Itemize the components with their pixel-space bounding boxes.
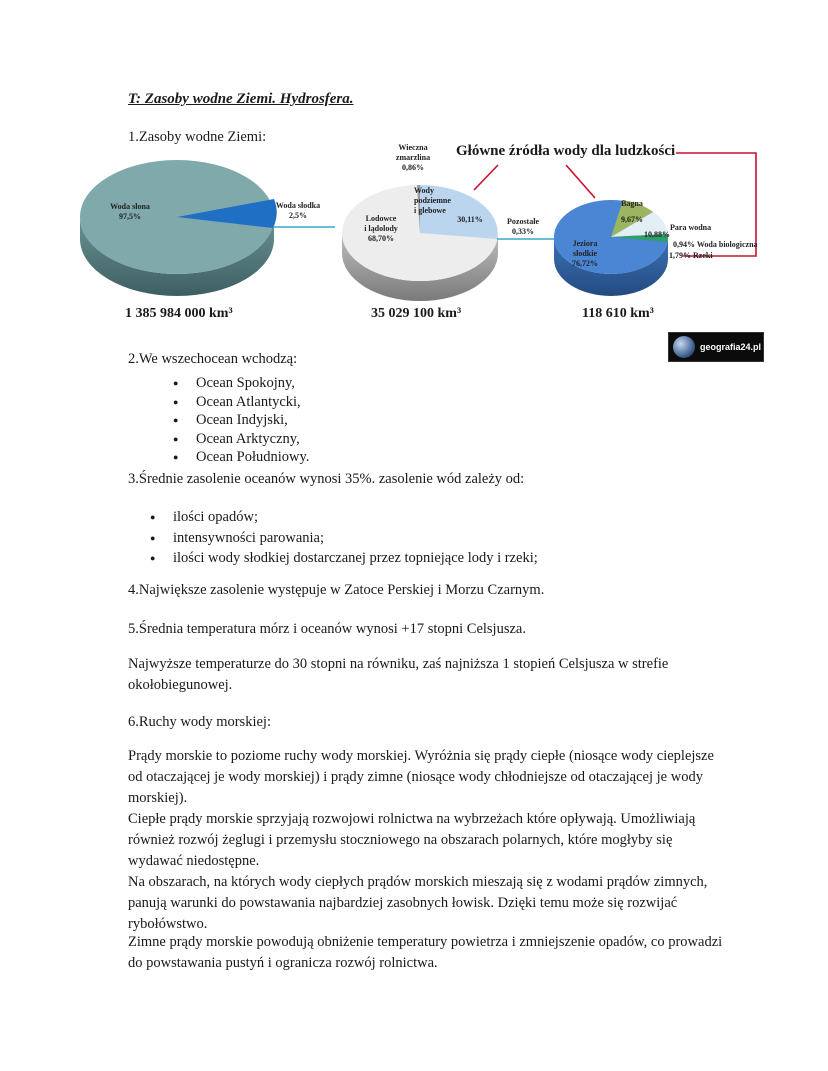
label-fresh-water: Woda słodka 2,5% — [275, 201, 321, 220]
section-4-text: 4.Największe zasolenie występuje w Zatoce Perskiej i Morzu Czarnym. — [128, 582, 545, 598]
volume-freshwater: 35 029 100 km³ — [371, 306, 462, 321]
paragraph: Na obszarach, na których wody ciepłych prądów morskich mieszają się z wodami prądów zimnych, panują warunki do powstawania najbardziej zasobnych łowisk. Dzięki temu może się rozwijać rybołówstwo. — [128, 874, 708, 932]
volume-other: 118 610 km³ — [582, 306, 654, 321]
label-water-vapor-value: 10,88% — [644, 230, 670, 239]
source-badge[interactable] — [668, 332, 764, 362]
list-item: ● Ocean Indyjski, — [173, 411, 309, 430]
label-rivers: 1,79% Rzeki — [669, 251, 713, 260]
label-swamps-value: 9,67% — [621, 215, 643, 224]
list-item: ● intensywności parowania; — [150, 528, 538, 549]
section-6-heading: 6.Ruchy wody morskiej: — [128, 714, 271, 730]
paragraph: Ciepłe prądy morskie sprzyjają rozwojowi rolnictwa na wybrzeżach które opływają. Umożliwiają również rozwój żeglugi i przemysłu stoczniowego na obszarach polarnych, które mogłyby się wydawać niedostępne. — [128, 811, 696, 869]
oceans-list — [173, 374, 309, 467]
label-glaciers: Lodowce i lądolody 68,70% — [364, 214, 398, 243]
volume-total: 1 385 984 000 km³ — [125, 306, 233, 321]
label-lakes: Jeziora słodkie 76,72% — [572, 239, 598, 268]
paragraph: Prądy morskie to poziome ruchy wody morskiej. Wyróżnia się prądy ciepłe (niosące wody cieplejsze od otaczającej je wody morskiej) i prądy zimne (niosące wody chłodniejsze od otaczającej je wody morskiej). — [128, 748, 714, 806]
label-biological-water: 0,94% Woda biologiczna — [673, 240, 758, 249]
salinity-factors-list — [150, 507, 538, 569]
list-item: ● Ocean Spokojny, — [173, 374, 309, 393]
label-groundwater: Wody podziemne i glebowe — [414, 186, 451, 215]
section-2-heading: 2.We wszechocean wchodzą: — [128, 351, 298, 367]
annotation-main-sources: Główne źródła wody dla ludzkości — [456, 143, 676, 159]
list-item: ● Ocean Arktyczny, — [173, 430, 309, 449]
label-other: Pozostałe 0,33% — [507, 217, 539, 236]
list-item: ● Ocean Południowy. — [173, 448, 309, 467]
section-5-text: 5.Średnia temperatura mórz i oceanów wynosi +17 stopni Celsjusza. — [128, 621, 526, 637]
section-1-heading: 1.Zasoby wodne Ziemi: — [128, 129, 267, 145]
badge-label: geografia24.pl — [700, 342, 762, 352]
list-item: ● Ocean Atlantycki, — [173, 393, 309, 412]
paragraph: Zimne prądy morskie powodują obniżenie temperatury powietrza i zmniejszenie opadów, co prowadzi do powstawania pustyń i ogranicza rozwój rolnictwa. — [128, 934, 723, 971]
section-3-heading: 3.Średnie zasolenie oceanów wynosi 35%. zasolenie wód zależy od: — [128, 471, 525, 487]
section-5-detail: Najwyższe temperaturze do 30 stopni na równiku, zaś najniższa 1 stopień Celsjusza w strefie okołobiegunowej. — [128, 656, 669, 693]
pie-chart-salt-fresh — [80, 160, 335, 296]
label-groundwater-value: 30,11% — [457, 215, 483, 224]
list-item: ● ilości opadów; — [150, 507, 538, 528]
water-resources-figure — [80, 135, 780, 335]
label-water-vapor: Para wodna — [670, 223, 712, 232]
list-item: ● ilości wody słodkiej dostarczanej przez topniejące lody i rzeki; — [150, 548, 538, 569]
document-title: T: Zasoby wodne Ziemi. Hydrosfera. — [128, 91, 354, 107]
label-swamps: Bagna — [621, 199, 643, 208]
label-salt-water: Woda słona 97,5% — [110, 202, 150, 221]
globe-icon — [673, 336, 695, 358]
section-6-body — [128, 746, 728, 935]
label-permafrost: Wieczna zmarzlina 0,86% — [395, 143, 431, 172]
